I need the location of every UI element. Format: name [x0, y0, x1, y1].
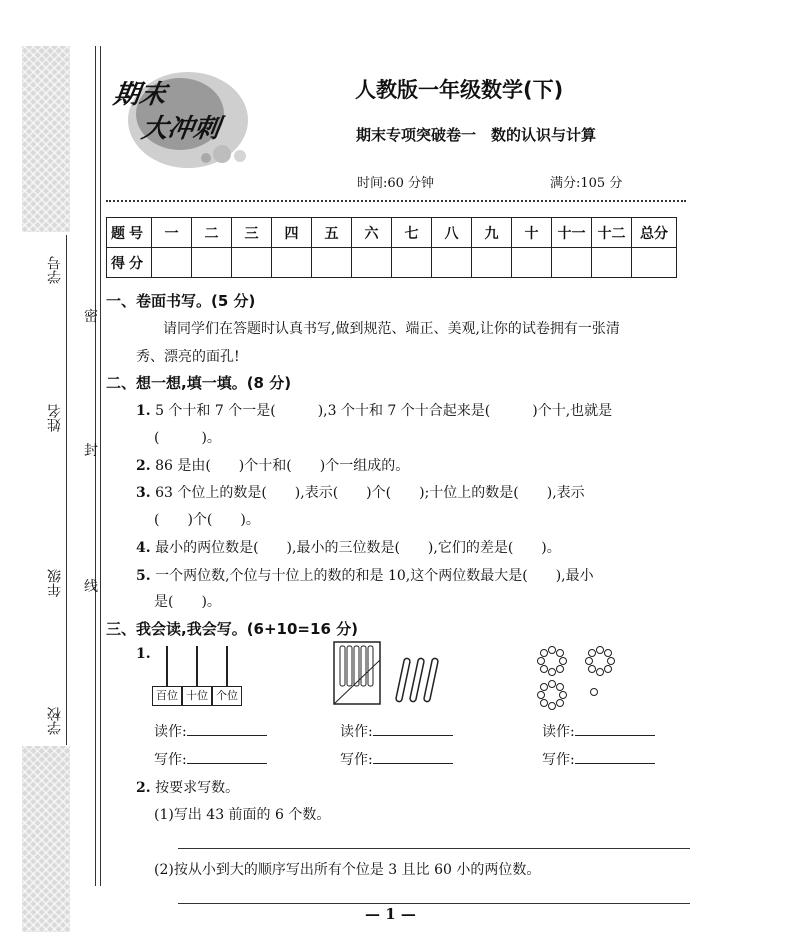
- abacus-rod-hundreds: [166, 646, 168, 686]
- sticks-illustration: [330, 640, 450, 710]
- score-cell[interactable]: [552, 248, 592, 278]
- answer-blank[interactable]: [187, 749, 267, 764]
- question-2-2: [136, 455, 409, 475]
- answer-blank[interactable]: [187, 721, 267, 736]
- write-label: 写作:: [542, 752, 575, 768]
- score-cell[interactable]: [432, 248, 472, 278]
- write-label: 写作:: [154, 752, 187, 768]
- score-table: [106, 217, 677, 278]
- read-as-2: [340, 721, 453, 741]
- question-2-1: [136, 400, 612, 420]
- score-cell-total[interactable]: [632, 248, 677, 278]
- answer-blank[interactable]: [575, 721, 655, 736]
- answer-line-1[interactable]: [178, 848, 690, 849]
- page-number: — 1 —: [365, 905, 416, 923]
- read-label: 读作:: [154, 724, 187, 740]
- score-col-4: 四: [272, 218, 312, 248]
- question-number: 3.: [136, 485, 151, 501]
- question-3-2: [136, 777, 239, 797]
- answer-blank[interactable]: [575, 749, 655, 764]
- section-1-text-line2: 秀、漂亮的面孔!: [136, 349, 240, 365]
- read-label: 读作:: [340, 724, 373, 740]
- score-cell[interactable]: [192, 248, 232, 278]
- read-as-3: [542, 721, 655, 741]
- question-2-4: [136, 537, 561, 557]
- question-3-1-number: 1.: [136, 646, 151, 662]
- binding-line-left: [66, 235, 67, 745]
- logo-text-line1: 期末: [111, 80, 168, 110]
- score-col-12: 十二: [592, 218, 632, 248]
- score-col-11: 十一: [552, 218, 592, 248]
- question-3-2-1: (1)写出 43 前面的 6 个数。: [154, 807, 331, 823]
- abacus-label-tens: 十位: [182, 686, 212, 706]
- write-as-3: [542, 749, 655, 769]
- exam-time: 时间:60 分钟: [357, 176, 435, 191]
- binding-pattern-bottom: [22, 746, 70, 932]
- question-text: 5 个十和 7 个一是( ),3 个十和 7 个十合起来是( )个十,也就是: [155, 403, 613, 419]
- score-col-9: 九: [472, 218, 512, 248]
- score-col-8: 八: [432, 218, 472, 248]
- binding-line-inner: [100, 46, 101, 886]
- score-col-6: 六: [352, 218, 392, 248]
- score-cell[interactable]: [472, 248, 512, 278]
- score-cell[interactable]: [352, 248, 392, 278]
- read-as-1: [154, 721, 267, 741]
- logo: [110, 58, 260, 168]
- score-cell[interactable]: [592, 248, 632, 278]
- question-2-3-cont: ( )个( )。: [154, 512, 260, 528]
- score-table-score-row: [107, 248, 677, 278]
- write-as-1: [154, 749, 267, 769]
- question-number: 2.: [136, 780, 151, 796]
- question-text: 最小的两位数是( ),最小的三位数是( ),它们的差是( )。: [155, 540, 561, 556]
- seal-char-1: 密: [84, 309, 98, 325]
- score-col-3: 三: [232, 218, 272, 248]
- binding-label-grade: 年级: [47, 569, 63, 597]
- question-3-2-2: (2)按从小到大的顺序写出所有个位是 3 且比 60 小的两位数。: [154, 862, 541, 878]
- score-col-7: 七: [392, 218, 432, 248]
- write-as-2: [340, 749, 453, 769]
- abacus-label-ones: 个位: [212, 686, 242, 706]
- abacus-rod-ones: [226, 646, 228, 686]
- question-2-5-cont: 是( )。: [154, 594, 221, 610]
- question-2-3: [136, 482, 585, 502]
- seal-char-3: 线: [84, 579, 98, 595]
- read-label: 读作:: [542, 724, 575, 740]
- abacus-rod-tens: [196, 646, 198, 686]
- score-table-label-number: 题号: [107, 218, 152, 248]
- page-title: 人教版一年级数学(下): [355, 78, 564, 102]
- score-col-2: 二: [192, 218, 232, 248]
- logo-text-line2: 大冲刺: [139, 114, 222, 144]
- question-number: 4.: [136, 540, 151, 556]
- binding-line-outer: [95, 46, 96, 886]
- score-table-header-row: [107, 218, 677, 248]
- score-col-total: 总分: [632, 218, 677, 248]
- question-number: 1.: [136, 403, 151, 419]
- page-subtitle: 期末专项突破卷一 数的认识与计算: [356, 126, 597, 144]
- answer-blank[interactable]: [373, 749, 453, 764]
- binding-label-student-id: 学号: [47, 256, 63, 284]
- question-number: 5.: [136, 568, 151, 584]
- score-table-label-score: 得分: [107, 248, 152, 278]
- binding-label-name: 姓名: [47, 404, 63, 432]
- binding-pattern-top: [22, 46, 70, 232]
- score-cell[interactable]: [152, 248, 192, 278]
- score-cell[interactable]: [312, 248, 352, 278]
- question-2-5: [136, 565, 594, 585]
- answer-line-2[interactable]: [178, 903, 690, 904]
- abacus-label-hundreds: 百位: [152, 686, 182, 706]
- score-cell[interactable]: [392, 248, 432, 278]
- exam-full-score: 满分:105 分: [550, 176, 623, 191]
- binding-label-school: 学校: [47, 707, 63, 735]
- section-1-title: 一、卷面书写。(5 分): [106, 292, 256, 310]
- header-divider: [106, 200, 686, 202]
- answer-blank[interactable]: [373, 721, 453, 736]
- question-2-1-cont: ( )。: [154, 430, 221, 446]
- section-1-text-line1: 请同学们在答题时认真书写,做到规范、端正、美观,让你的试卷拥有一张清: [163, 321, 620, 337]
- question-text: 86 是由( )个十和( )个一组成的。: [155, 458, 410, 474]
- score-cell[interactable]: [272, 248, 312, 278]
- section-3-title: 三、我会读,我会写。(6+10=16 分): [106, 620, 358, 638]
- score-col-10: 十: [512, 218, 552, 248]
- seal-char-2: 封: [84, 443, 98, 459]
- question-text: 63 个位上的数是( ),表示( )个( );十位上的数是( ),表示: [155, 485, 585, 501]
- section-2-title: 二、想一想,填一填。(8 分): [106, 374, 292, 392]
- question-number: 2.: [136, 458, 151, 474]
- write-label: 写作:: [340, 752, 373, 768]
- question-text: 按要求写数。: [155, 780, 240, 796]
- score-col-1: 一: [152, 218, 192, 248]
- score-cell[interactable]: [512, 248, 552, 278]
- score-col-5: 五: [312, 218, 352, 248]
- bead-rings-illustration: [534, 644, 624, 714]
- score-cell[interactable]: [232, 248, 272, 278]
- question-text: 一个两位数,个位与十位上的数的和是 10,这个两位数最大是( ),最小: [155, 568, 594, 584]
